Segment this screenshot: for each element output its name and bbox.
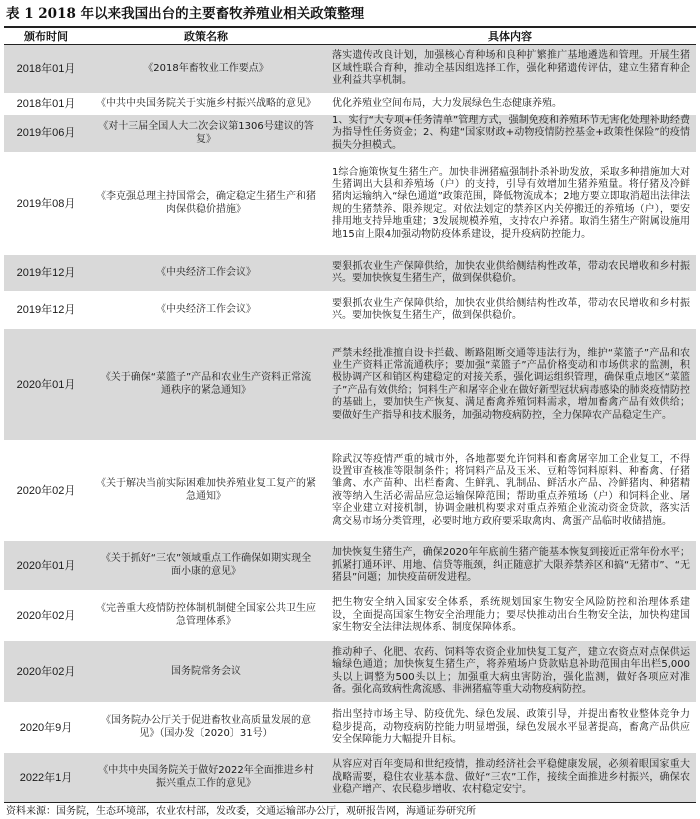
- header-date: 颁布时间: [4, 27, 88, 45]
- row-policy-name: 《关于确保“菜篮子”产品和农业生产资料正常流通秩序的紧急通知》: [88, 329, 324, 441]
- table-row: [4, 753, 696, 803]
- policy-table: [4, 26, 696, 803]
- table-row: [4, 94, 696, 115]
- row-policy-name: 《中央经济工作会议》: [88, 292, 324, 329]
- row-date: 2019年08月: [4, 153, 88, 255]
- header-name: 政策名称: [88, 27, 324, 45]
- row-date: 2019年12月: [4, 255, 88, 292]
- table-row: [4, 45, 696, 94]
- row-policy-name: 《对十三届全国人大二次会议第1306号建议的答复》: [88, 115, 324, 153]
- row-date: 2020年02月: [4, 591, 88, 641]
- row-content: 严禁未经批准擅自设卡拦截、断路阻断交通等违法行为，维护“菜篮子”产品和农业生产资料正常流通秩序；要加强“菜篮子”产品价格变动和市场供求的监测，积极协调产区和销区构建稳定的对接关系，强化调运组织管理，确保重点地区“菜篮子”产品有效供给；饲料生产和屠宰企业在做好新型冠状病毒感染的肺炎疫情防控的基础上，要加快生产恢复、满足畜禽养殖饲料需求，增加畜禽产品有效供给；要做好生产指导和技术服务，加强动物疫病防控，全力保障农产品稳定生产。: [324, 329, 696, 441]
- row-date: 2019年12月: [4, 292, 88, 329]
- row-policy-name: 《中央经济工作会议》: [88, 255, 324, 292]
- source-note: 资料来源：国务院，生态环境部，农业农村部，发改委，交通运输部办公厅，观研报告网，海通证券研究所: [6, 806, 476, 818]
- row-date: 2020年01月: [4, 329, 88, 441]
- header-content: 具体内容: [324, 27, 696, 45]
- row-policy-name: 《中共中央国务院关于实施乡村振兴战略的意见》: [88, 94, 324, 115]
- row-content: 要狠抓农业生产保障供给，加快农业供给侧结构性改革，带动农民增收和乡村振兴。要加快恢复生猪生产，做到保供稳价。: [324, 255, 696, 292]
- row-date: 2022年1月: [4, 753, 88, 803]
- table-row: [4, 591, 696, 641]
- row-date: 2018年01月: [4, 94, 88, 115]
- table-title: 表 1 2018 年以来我国出台的主要畜牧养殖业相关政策整理: [6, 6, 365, 22]
- row-content: 1综合施策恢复生猪生产。加快非洲猪瘟强制扑杀补助发放，采取多种措施加大对生猪调出大县和养殖场（户）的支持，引导有效增加生猪养殖量。将仔猪及冷鲜猪肉运输纳入“绿色通道”政策范围，降低物流成本；2地方要立即取消超出法律法规的生猪禁养、限养规定。对依法划定的禁养区内关停搬迁的养殖场（户），要安排用地支持异地重建；3发展规模养殖，支持农户养猪。取消生猪生产附属设施用地15亩上限4加强动物防疫体系建设，提升疫病防控能力。: [324, 153, 696, 255]
- table-row: [4, 255, 696, 292]
- row-date: 2020年02月: [4, 441, 88, 541]
- row-policy-name: 《中共中央国务院关于做好2022年全面推进乡村振兴重点工作的意见》: [88, 753, 324, 803]
- row-date: 2018年01月: [4, 45, 88, 94]
- row-policy-name: 《完善重大疫情防控体制机制健全国家公共卫生应急管理体系》: [88, 591, 324, 641]
- row-date: 2020年9月: [4, 703, 88, 753]
- row-policy-name: 《2018年畜牧业工作要点》: [88, 45, 324, 94]
- table-row: [4, 115, 696, 153]
- row-content: 把生物安全纳入国家安全体系，系统规划国家生物安全风险防控和治理体系建设，全面提高国家生物安全治理能力；要尽快推动出台生物安全法，加快构建国家生物安全法律法规体系、制度保障体系。: [324, 591, 696, 641]
- row-content: 加快恢复生猪生产，确保2020年年底前生猪产能基本恢复到接近正常年份水平；抓紧打通环评、用地、信贷等瓶颈，纠正随意扩大限养禁养区和搞“无猪市”、“无猪县”问题；加快疫苗研发进程。: [324, 541, 696, 591]
- table-row: [4, 153, 696, 255]
- row-policy-name: 《李克强总理主持国常会，确定稳定生猪生产和猪肉保供稳价措施》: [88, 153, 324, 255]
- table-row: [4, 703, 696, 753]
- table-row: [4, 329, 696, 441]
- row-date: 2020年02月: [4, 641, 88, 703]
- table-row: [4, 292, 696, 329]
- row-content: 指出坚持市场主导、防疫优先、绿色发展、政策引导，并提出畜牧业整体竞争力稳步提高，动物疫病防控能力明显增强，绿色发展水平显著提高，畜禽产品供应安全保障能力大幅提升目标。: [324, 703, 696, 753]
- row-content: 落实遗传改良计划，加强核心育种场和良种扩繁推广基地遴选和管理。开展生猪区域性联合育种，推动全基因组选择工作，强化种猪遗传评估，建立生猪育种企业利益共享机制。: [324, 45, 696, 94]
- row-policy-name: 《关于解决当前实际困难加快养殖业复工复产的紧急通知》: [88, 441, 324, 541]
- table-row: [4, 641, 696, 703]
- row-policy-name: 《关于抓好“三农”领域重点工作确保如期实现全面小康的意见》: [88, 541, 324, 591]
- row-content: 优化养殖业空间布局，大力发展绿色生态健康养殖。: [324, 94, 696, 115]
- table-header-row: [4, 27, 696, 45]
- row-policy-name: 国务院常务会议: [88, 641, 324, 703]
- row-content: 推动种子、化肥、农药、饲料等农资企业加快复工复产，建立农资点对点保供运输绿色通道；加快恢复生猪生产，将养殖场户贷款贴息补助范围由年出栏5,000头以上调整为500头以上；加强重大病虫害防治，强化监测，做好各项应对准备。强化高致病性禽流感、非洲猪瘟等重大动物疫病防控。: [324, 641, 696, 703]
- row-content: 从容应对百年变局和世纪疫情，推动经济社会平稳健康发展，必须着眼国家重大战略需要，稳住农业基本盘、做好“三农”工作，接续全面推进乡村振兴，确保农业稳产增产、农民稳步增收、农村稳定安宁。: [324, 753, 696, 803]
- table-row: [4, 541, 696, 591]
- row-date: 2019年06月: [4, 115, 88, 153]
- row-content: 1、实行“大专项+任务清单”管理方式，强制免疫和养殖环节无害化处理补助经费为指导性任务资金；2、构建“国家财政+动物疫情防控基金+政策性保险”的疫情损失分担模式。: [324, 115, 696, 153]
- row-content: 要狠抓农业生产保障供给，加快农业供给侧结构性改革，带动农民增收和乡村振兴。要加快恢复生猪生产，做到保供稳价。: [324, 292, 696, 329]
- table-row: [4, 441, 696, 541]
- row-content: 除武汉等疫情严重的城市外，各地都要允许饲料和畜禽屠宰加工企业复工，不得设置审查核准等限制条件；将饲料产品及玉米、豆粕等饲料原料、种畜禽、仔猪雏禽、水产苗种、出栏畜禽、生鲜乳、乳制品、鲜活水产品、冷鲜猪肉、种猪精液等纳入生活必需品应急运输保障范围；帮助重点养殖场（户）和饲料企业、屠宰企业建立对接机制，协调金融机构要求对重点养殖企业流动资金贷款，落实活禽交易市场分类管理，必要时地方政府要采取禽肉、禽蛋产品临时收储措施。: [324, 441, 696, 541]
- row-policy-name: 《国务院办公厅关于促进畜牧业高质量发展的意见》（国办发〔2020〕31号）: [88, 703, 324, 753]
- row-date: 2020年01月: [4, 541, 88, 591]
